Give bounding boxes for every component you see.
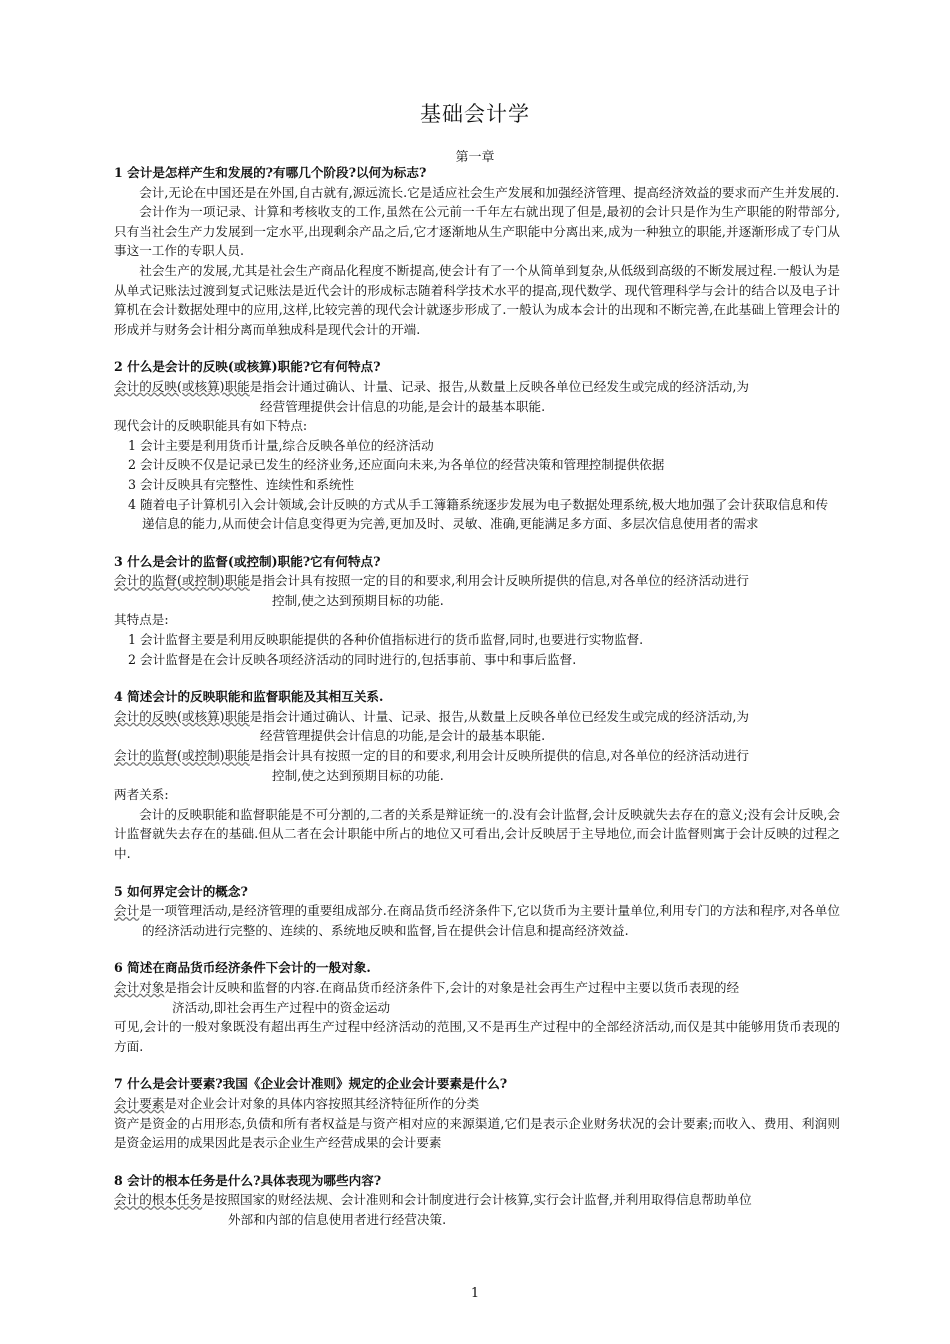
question-2: 2 什么是会计的反映(或核算)职能?它有何特点? [114,359,381,375]
list-intro: 其特点是: [114,612,169,628]
term: 会计的反映(或核算)职能 [114,378,250,394]
definition-continuation: 外部和内部的信息使用者进行经营决策. [228,1211,447,1227]
question-6: 6 简述在商品货币经济条件下会计的一般对象. [114,960,371,976]
paragraph: 会计,无论在中国还是在外国,自古就有,源远流长.它是适应社会生产发展和加强经济管理、提高经济效益的要求而产生并发展的. [139,184,840,200]
definition-continuation: 经营管理提供会计信息的功能,是会计的最基本职能. [260,728,546,744]
definition [114,1190,840,1229]
paragraph: 资产是资金的占用形态,负债和所有者权益是与资产相对应的来源渠道,它们是表示企业财务状况的会计要素;而收入、费用、利润则是资金运用的成果因此是表示企业生产经营成果的会计要素 [114,1115,840,1151]
definition-text: 是指会计具有按照一定的目的和要求,利用会计反映所提供的信息,对各单位的经济活动进行 [249,748,749,764]
list-item: 1 会计主要是利用货币计量,综合反映各单位的经济活动 [128,437,434,453]
definition [114,707,840,746]
document-title: 基础会计学 [420,102,530,126]
chapter-heading: 第一章 [455,150,495,165]
definition-text: 是指会计通过确认、计量、记录、报告,从数量上反映各单位已经发生或完成的经济活动,为 [249,708,749,724]
term: 会计 [114,903,140,919]
relation-label: 两者关系: [114,787,169,803]
definition-text: 是按照国家的财经法规、会计准则和会计制度进行会计核算,实行会计监督,并利用取得信息帮助单位 [202,1192,752,1208]
list-item: 2 会计反映不仅是记录已发生的经济业务,还应面向未来,为各单位的经营决策和管理控制提供依据 [128,457,665,473]
question-5: 5 如何界定会计的概念? [114,883,248,899]
paragraph: 可见,会计的一般对象既没有超出再生产过程中经济活动的范围,又不是再生产过程中的全部经济活动,而仅是其中能够用货币表现的方面. [114,1019,840,1054]
paragraph: 会计作为一项记录、计算和考核收支的工作,虽然在公元前一千年左右就出现了但是,最初的会计只是作为生产职能的附带部分,只有当社会生产力发展到一定水平,出现剩余产品之后,它才逐渐地从生产职能中分离出来,成为一种独立的职能,并逐渐形成了专门从事这一工作的专职人员. [114,204,840,259]
question-8: 8 会计的根本任务是什么?具体表现为哪些内容? [114,1172,382,1188]
question-3: 3 什么是会计的监督(或控制)职能?它有何特点? [114,553,381,569]
term: 会计的监督(或控制)职能 [114,573,250,589]
definition [114,901,840,940]
list-item: 2 会计监督是在会计反映各项经济活动的同时进行的,包括事前、事中和事后监督. [128,651,577,667]
definition-continuation: 济活动,即社会再生产过程中的资金运动 [172,999,391,1015]
document-body [114,163,840,1230]
list-item: 3 会计反映具有完整性、连续性和系统性 [128,476,355,492]
definition-text: 是指会计反映和监督的内容.在商品货币经济条件下,会计的对象是社会再生产过程中主要以货币表现的经 [164,979,740,995]
definition [114,978,840,1017]
term: 会计要素 [114,1095,165,1111]
term: 会计的根本任务 [114,1192,203,1208]
definition-continuation: 控制,使之达到预期目标的功能. [272,767,444,783]
definition [114,1094,840,1114]
page-number: 1 [470,1286,480,1301]
question-4: 4 简述会计的反映职能和监督职能及其相互关系. [114,689,384,705]
definition-text: 是对企业会计对象的具体内容按照其经济特征所作的分类 [164,1095,480,1111]
definition [114,746,840,785]
question-7: 7 什么是会计要素?我国《企业会计准则》规定的企业会计要素是什么? [114,1076,508,1092]
term: 会计对象 [114,979,165,995]
definition-continuation: 控制,使之达到预期目标的功能. [272,592,444,608]
paragraph: 会计的反映职能和监督职能是不可分割的,二者的关系是辩证统一的.没有会计监督,会计反映就失去存在的意义;没有会计反映,会计监督就失去存在的基础.但从二者在会计职能中所占的地位又可看出,会计反映居于主导地位,而会计监督则寓于会计反映的过程之中. [114,806,840,861]
definition-continuation: 经营管理提供会计信息的功能,是会计的最基本职能. [260,398,546,414]
definition [114,571,840,610]
paragraph: 社会生产的发展,尤其是社会生产商品化程度不断提高,使会计有了一个从简单到复杂,从低级到高级的不断发展过程.一般认为是从单式记账法过渡到复式记账法是近代会计的形成标志随着科学技术水平的提高,现代数学、现代管理科学与会计的结合以及电子计算机在会计数据处理中的应用,这样,比较完善的现代会计就逐步形成了.一般认为成本会计的出现和不断完善,在此基础上管理会计的形成并与财务会计相分离而单独成科是现代会计的开端. [114,262,840,337]
term: 会计的反映(或核算)职能 [114,708,250,724]
list-item: 1 会计监督主要是利用反映职能提供的各种价值指标进行的货币监督,同时,也要进行实物监督. [128,632,644,648]
list-item: 4 随着电子计算机引入会计领域,会计反映的方式从手工簿籍系统逐步发展为电子数据处理系统,极大地加强了会计获取信息和传递信息的能力,从而使会计信息变得更为完善,更加及时、灵敏、准确,更能满足多方面、多层次信息使用者的需求 [128,496,829,532]
term: 会计的监督(或控制)职能 [114,748,250,764]
definition [114,377,840,416]
definition-text: 是指会计具有按照一定的目的和要求,利用会计反映所提供的信息,对各单位的经济活动进行 [249,573,749,589]
definition-text: 是一项管理活动,是经济管理的重要组成部分.在商品货币经济条件下,它以货币为主要计量单位,利用专门的方法和程序,对各单位的经济活动进行完整的、连续的、系统地反映和监督,旨在提供会计信息和提高经济效益. [139,903,840,938]
list-intro: 现代会计的反映职能具有如下特点: [114,418,308,434]
question-1: 1 会计是怎样产生和发展的?有哪几个阶段?以何为标志? [114,165,427,180]
definition-text: 是指会计通过确认、计量、记录、报告,从数量上反映各单位已经发生或完成的经济活动,为 [249,378,749,394]
